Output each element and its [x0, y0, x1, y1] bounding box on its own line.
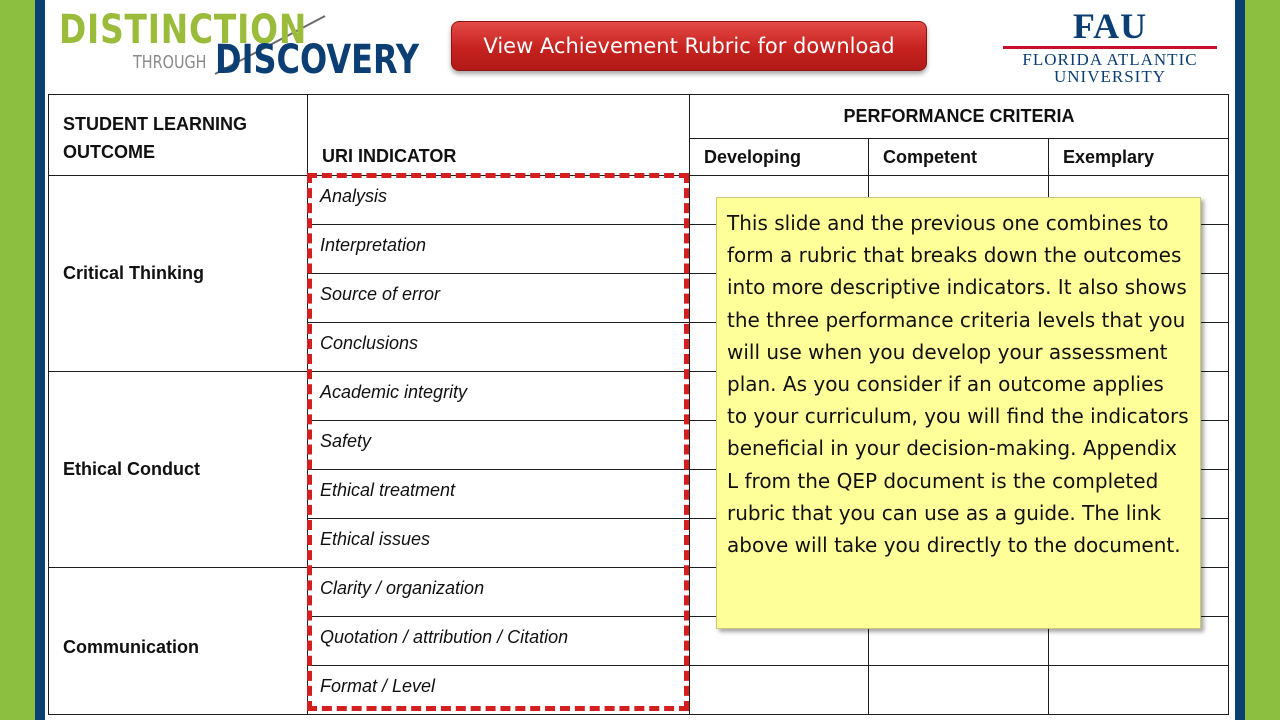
cell-competent — [869, 666, 1049, 715]
left-navy-bar — [35, 0, 45, 720]
logo-word-through: THROUGH — [133, 52, 207, 73]
fau-name-line2: UNIVERSITY — [1054, 67, 1166, 86]
header-performance-criteria: PERFORMANCE CRITERIA — [690, 95, 1229, 139]
left-green-bar — [0, 0, 35, 720]
cell-exemplary — [1049, 666, 1229, 715]
header-exemplary: Exemplary — [1049, 139, 1229, 176]
indicator-analysis: Analysis — [308, 176, 690, 225]
fau-divider — [1003, 46, 1217, 49]
outcome-ethical-conduct: Ethical Conduct — [49, 372, 308, 568]
right-navy-bar — [1235, 0, 1245, 720]
logo-word-distinction: DISTINCTION — [59, 7, 308, 53]
outcome-communication: Communication — [49, 568, 308, 715]
fau-name-line1: FLORIDA ATLANTIC — [1022, 50, 1198, 69]
right-green-bar — [1245, 0, 1280, 720]
fau-logo — [1000, 8, 1220, 84]
logo-word-discovery: DISCOVERY — [215, 37, 420, 83]
fau-mark: FAU — [1072, 6, 1148, 46]
indicator-ethical-treatment: Ethical treatment — [308, 470, 690, 519]
view-rubric-button[interactable]: View Achievement Rubric for download — [451, 21, 927, 71]
explanation-note: This slide and the previous one combines to form a rubric that breaks down the outcomes into more descriptive indicators. It also shows the three performance criteria levels that you will use when you develop your assessment plan. As you consider if an outcome applies to your curriculum, you will find the indicators beneficial in your decision-making. Appendix L from the QEP document is the completed rubric that you can use as a guide. The link above will take you directly to the document. — [716, 197, 1201, 629]
header-student-learning-outcome: STUDENT LEARNING OUTCOME — [49, 95, 308, 176]
indicator-safety: Safety — [308, 421, 690, 470]
outcome-critical-thinking: Critical Thinking — [49, 176, 308, 372]
indicator-interpretation: Interpretation — [308, 225, 690, 274]
cell-developing — [690, 666, 869, 715]
indicator-academic-integrity: Academic integrity — [308, 372, 690, 421]
header-uri-indicator: URI INDICATOR — [308, 95, 690, 176]
header-competent: Competent — [869, 139, 1049, 176]
header-developing: Developing — [690, 139, 869, 176]
indicator-ethical-issues: Ethical issues — [308, 519, 690, 568]
indicator-source-of-error: Source of error — [308, 274, 690, 323]
indicator-quotation-attribution-citation: Quotation / attribution / Citation — [308, 617, 690, 666]
indicator-clarity-organization: Clarity / organization — [308, 568, 690, 617]
indicator-format-level: Format / Level — [308, 666, 690, 715]
indicator-conclusions: Conclusions — [308, 323, 690, 372]
distinction-through-discovery-logo — [55, 6, 420, 90]
